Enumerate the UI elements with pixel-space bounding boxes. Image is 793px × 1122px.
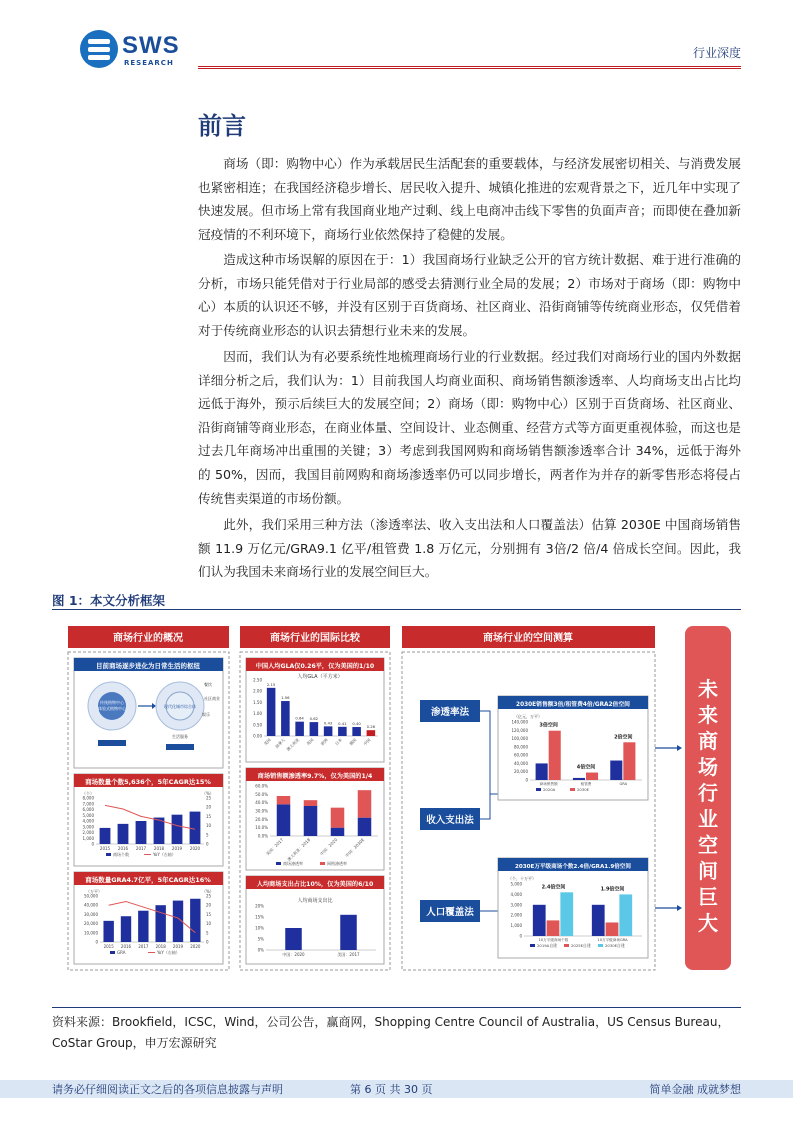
data-label: 0.43 bbox=[323, 720, 333, 726]
figure-top-rule bbox=[52, 609, 741, 610]
legend-swatch bbox=[106, 853, 111, 856]
y2-tick-label: 20 bbox=[206, 902, 212, 908]
diagram-label-1: 传统购物中心 bbox=[100, 700, 124, 705]
y-tick-label: 50,000 bbox=[84, 893, 98, 899]
source-note: 资料来源：Brookfield，ICSC，Wind，公司公告，赢商网，Shopping Centre Council of Australia，US Census Bureau，CoStar Group，申万宏源研究 bbox=[52, 1015, 730, 1050]
legend-swatch bbox=[320, 862, 325, 865]
data-label: 0.64 bbox=[295, 715, 304, 721]
conclusion-char: 商 bbox=[698, 729, 718, 753]
y-tick-label: 0.0% bbox=[257, 833, 268, 839]
bar bbox=[155, 905, 165, 942]
logo-text: SWS bbox=[122, 32, 180, 59]
connector-1 bbox=[480, 711, 498, 794]
bar bbox=[533, 905, 546, 936]
y-tick-label: 60.0% bbox=[255, 783, 268, 789]
y-tick-label: 5% bbox=[257, 936, 264, 942]
panel8-title: 2030E万平级商场个数2.4倍/GRA1.9倍空间 bbox=[514, 864, 632, 870]
panel6-frame bbox=[246, 876, 384, 964]
bar-segment bbox=[304, 806, 318, 836]
bar bbox=[310, 722, 319, 736]
chart-subtitle: 人均GLA（平方米） bbox=[297, 674, 343, 680]
paragraph-1: 商场（即：购物中心）作为承载居民生活配套的重要载体，与经济发展密切相关、与消费发展也紧密相连；在我国经济稳步增长、居民收入提升、城镇化推进的宏观背景之下，近几年中实现了快速发展。但市场上常有我国商业地产过剩、线上电商冲击线下零售的负面声音；而即使在叠加新冠疫情的不利环境下，商场行业依然保持了稳健的发展。 bbox=[198, 156, 741, 242]
y-tick-label: 120,000 bbox=[511, 727, 528, 733]
footer-disclaimer: 请务必仔细阅读正文之后的各项信息披露与声明 bbox=[52, 1083, 283, 1096]
y2-tick-label: 0 bbox=[206, 841, 209, 847]
x-tick-label: 10万平级商场GRA bbox=[597, 938, 628, 942]
data-label: 0.26 bbox=[366, 724, 376, 730]
panel4-title: 中国人均GLA仅0.26平，仅为美国的1/10 bbox=[255, 663, 375, 670]
diagram-label-4: 餐饮 bbox=[204, 682, 212, 687]
col1-header: 商场行业的概况 bbox=[113, 633, 183, 644]
y-axis-unit: （万平） bbox=[86, 889, 102, 894]
bar-segment bbox=[277, 796, 291, 804]
data-label: 0.41 bbox=[338, 720, 347, 726]
legend-swatch bbox=[276, 862, 281, 865]
bar bbox=[549, 731, 561, 780]
chart-subtitle: 人均商场支出比 bbox=[297, 898, 333, 904]
x-tick-label: 英国 bbox=[305, 737, 315, 747]
legend-swatch bbox=[598, 944, 603, 947]
conclusion-char: 大 bbox=[698, 911, 718, 935]
diagram-label-5: 社区商业 bbox=[204, 696, 220, 701]
diagram-label-6: 娱乐 bbox=[202, 712, 210, 717]
bar bbox=[136, 821, 147, 844]
y2-tick-label: 5 bbox=[206, 832, 209, 838]
y2-tick-label: 25 bbox=[206, 893, 212, 899]
x-tick-label: 2015 bbox=[103, 944, 114, 949]
bar bbox=[619, 894, 632, 936]
x-tick-label: 2015 bbox=[99, 846, 111, 851]
diagram-label-7: 生活服务 bbox=[172, 734, 188, 739]
bar bbox=[623, 742, 635, 780]
paragraph-2: 造成这种市场误解的原因在于：1）我国商场行业缺乏公开的官方统计数据、难于进行准确的分析，市场只能凭借对于行业局部的感受去猜测行业全局的发展；2）市场对于商场（即：购物中心）本质的认识还不够，并没有区别于百货商场、社区商业、沿街商铺等传统商业形态，仅凭借着对于传统商业形态的认识去猜想行业未来的发展。 bbox=[198, 252, 741, 338]
sws-logo-icon bbox=[80, 30, 118, 68]
paragraph-4: 此外，我们采用三种方法（渗透率法、收入支出法和人口覆盖法）估算 2030E 中国商场销售额 11.9 万亿元/GRA9.1 亿平/租管费 1.8 万亿元，分别拥有 3倍/2 倍/4 倍成长空间。因此，我们认为我国未来商场行业的发展空间巨大。 bbox=[198, 517, 741, 580]
col2-header: 商场行业的国际比较 bbox=[270, 633, 360, 644]
y-tick-label: 10% bbox=[255, 925, 264, 931]
y-tick-label: 10,000 bbox=[84, 930, 98, 936]
y-tick-label: 2,000 bbox=[82, 830, 94, 835]
y-tick-label: 20,000 bbox=[84, 921, 98, 927]
x-tick-label: 美国：2017 bbox=[337, 952, 360, 957]
legend-label: 2030E自建 bbox=[605, 943, 625, 948]
panel7-title: 2030E销售额3倍/租管费4倍/GRA2倍空间 bbox=[516, 702, 630, 708]
y-tick-label: 20% bbox=[255, 903, 264, 909]
x-tick-label: 日本 bbox=[333, 737, 344, 747]
growth-annotation: 1.9倍空间 bbox=[600, 886, 625, 893]
bar bbox=[338, 727, 347, 736]
bar bbox=[606, 922, 619, 936]
growth-annotation: 3倍空间 bbox=[539, 722, 558, 729]
legend-swatch bbox=[536, 788, 541, 791]
bar-segment bbox=[277, 804, 291, 836]
connector-2 bbox=[480, 744, 490, 819]
y-tick-label: 8,000 bbox=[82, 795, 94, 801]
y-tick-label: 60,000 bbox=[514, 752, 528, 758]
method2-label: 收入支出法 bbox=[426, 815, 474, 826]
legend-label: 2020A bbox=[543, 787, 556, 792]
bar bbox=[547, 920, 560, 936]
y2-tick-label: 5 bbox=[206, 930, 209, 936]
bar bbox=[340, 915, 357, 950]
legend-label: 2030E bbox=[577, 787, 590, 792]
bar bbox=[121, 916, 131, 942]
bar bbox=[324, 726, 333, 736]
y-tick-label: 40,000 bbox=[84, 902, 98, 908]
y-axis-unit: （亿元，万平） bbox=[514, 714, 542, 719]
x-tick-label: 中国：2020 bbox=[282, 952, 305, 957]
x-tick-label: 2017 bbox=[138, 944, 149, 949]
bar-segment bbox=[304, 800, 318, 806]
x-tick-label: 2020 bbox=[190, 944, 201, 949]
bar bbox=[367, 730, 376, 736]
y-tick-label: 20,000 bbox=[514, 769, 528, 775]
page-header bbox=[0, 0, 793, 80]
y-tick-label: 3,000 bbox=[82, 824, 94, 830]
arrowhead-2 bbox=[677, 905, 682, 911]
y-axis-unit: （个，十万平） bbox=[508, 876, 536, 881]
x-tick-label: 美国：2017 bbox=[264, 837, 285, 857]
legend-swatch bbox=[570, 788, 575, 791]
bar bbox=[190, 812, 201, 844]
legend-label: GRA bbox=[117, 950, 126, 955]
legend-label: 商场渗透率 bbox=[283, 861, 303, 866]
data-label: 1.56 bbox=[281, 695, 290, 701]
y-tick-label: 40,000 bbox=[514, 760, 528, 766]
legend-swatch bbox=[110, 951, 115, 954]
bar bbox=[560, 892, 573, 936]
y-tick-label: 1,000 bbox=[82, 835, 94, 841]
y-tick-label: 30,000 bbox=[84, 911, 98, 917]
growth-annotation: 4倍空间 bbox=[576, 764, 596, 771]
y-tick-label: 10.0% bbox=[255, 825, 268, 831]
y2-axis-unit: （%） bbox=[202, 791, 214, 796]
y-tick-label: 20.0% bbox=[255, 816, 268, 822]
col3-header: 商场行业的空间测算 bbox=[483, 633, 573, 644]
data-label: 0.62 bbox=[309, 716, 319, 722]
conclusion-char: 来 bbox=[698, 703, 718, 727]
x-tick-label: 澳大利亚：2018 bbox=[286, 837, 312, 863]
paragraph-3: 因而，我们认为有必要系统性地梳理商场行业的行业数据。经过我们对商场行业的国内外数据详细分析之后，我们认为：1）目前我国人均商业面积、商场销售额渗透率、人均商场支出占比均远低于海外，预示后续巨大的发展空间；2）商场（即：购物中心）区别于百货商场、社区商业、沿街商铺等商业形态，在商业体量、空间设计、业态侧重、经营方式等方面更重视体验，而这也是过去几年商场冲出重围的关键；3）考虑到我国网购和商场销售额渗透率合计 34%，远低于海外的 50%，因而，我国目前网购和商场渗透率仍可以同步增长，两者作为并存的新零售形态将侵占传统售卖渠道的市场份额。 bbox=[198, 349, 741, 506]
y-tick-label: 4,000 bbox=[510, 891, 522, 897]
x-tick-label: GRA bbox=[619, 782, 628, 786]
y2-tick-label: 10 bbox=[206, 823, 212, 829]
y-tick-label: 80,000 bbox=[514, 744, 528, 750]
section-title: 前言 bbox=[198, 112, 246, 140]
diagram-tag-left bbox=[98, 740, 126, 746]
y-tick-label: 6,000 bbox=[82, 807, 94, 812]
y-tick-label: 0 bbox=[525, 777, 528, 783]
analysis-framework-figure bbox=[52, 614, 741, 1006]
y-tick-label: 2,000 bbox=[510, 912, 522, 918]
y-tick-label: 5,000 bbox=[82, 812, 94, 818]
bar-segment bbox=[358, 818, 372, 836]
y-tick-label: 0 bbox=[95, 939, 98, 945]
conclusion-char: 行 bbox=[698, 781, 718, 805]
y-tick-label: 0.00 bbox=[253, 733, 262, 739]
x-tick-label: 中国 bbox=[362, 737, 372, 747]
conclusion-char: 未 bbox=[698, 677, 718, 701]
bar bbox=[586, 773, 598, 780]
bar bbox=[138, 911, 148, 942]
legend-label: 2025E自建 bbox=[571, 943, 591, 948]
y-tick-label: 1.50 bbox=[253, 699, 262, 705]
y-tick-label: 140,000 bbox=[511, 719, 528, 725]
x-tick-label: 澳大利亚 bbox=[285, 737, 301, 753]
y-tick-label: 50.0% bbox=[255, 791, 268, 797]
x-tick-label: 2016 bbox=[117, 846, 129, 851]
panel2-frame bbox=[74, 774, 223, 866]
y-tick-label: 3,000 bbox=[510, 902, 522, 908]
x-tick-label: 2020 bbox=[189, 846, 201, 851]
bar bbox=[118, 824, 129, 844]
y2-tick-label: 15 bbox=[206, 813, 212, 819]
x-tick-label: 加拿大 bbox=[274, 737, 287, 750]
y-tick-label: 100,000 bbox=[511, 736, 528, 742]
diagram-label-3: 现代化城市综合体 bbox=[164, 704, 196, 709]
x-tick-label: 欧洲 bbox=[319, 737, 329, 747]
y-axis-unit: （个） bbox=[82, 791, 94, 796]
conclusion-char: 业 bbox=[698, 807, 718, 831]
bar bbox=[295, 722, 304, 736]
y-tick-label: 0 bbox=[91, 841, 94, 847]
y-tick-label: 1.00 bbox=[253, 711, 262, 717]
x-tick-label: 2016 bbox=[120, 944, 132, 949]
y-tick-label: 5,000 bbox=[510, 881, 522, 887]
conclusion-char: 空 bbox=[698, 833, 718, 857]
legend-label: 网购渗透率 bbox=[327, 861, 347, 866]
x-tick-label: 2019 bbox=[172, 944, 184, 949]
y-tick-label: 0.50 bbox=[253, 722, 262, 728]
x-tick-label: 商场销售额 bbox=[539, 782, 558, 786]
y2-tick-label: 10 bbox=[206, 921, 212, 927]
data-label: 0.40 bbox=[352, 721, 361, 727]
conclusion-char: 巨 bbox=[698, 885, 718, 909]
y2-tick-label: 0 bbox=[206, 939, 209, 945]
bar bbox=[573, 778, 585, 780]
figure-title: 图 1：本文分析框架 bbox=[52, 593, 166, 608]
bar bbox=[190, 899, 200, 942]
header-rule bbox=[198, 66, 741, 69]
x-tick-label: 2017 bbox=[135, 846, 147, 851]
method1-label: 渗透率法 bbox=[430, 707, 470, 718]
legend-label: 商场个数 bbox=[113, 852, 129, 857]
y-tick-label: 1,000 bbox=[510, 923, 522, 929]
method3-label: 人口覆盖法 bbox=[426, 907, 474, 918]
x-tick-label: 2018 bbox=[155, 944, 166, 949]
bar-segment bbox=[331, 828, 345, 836]
bar bbox=[267, 688, 276, 736]
legend-label: YoY（右轴） bbox=[157, 950, 180, 955]
arrowhead-1 bbox=[677, 745, 682, 751]
conclusion-char: 间 bbox=[698, 859, 718, 883]
growth-annotation: 2倍空间 bbox=[614, 734, 633, 741]
bar bbox=[352, 727, 361, 736]
y-tick-label: 2.50 bbox=[253, 677, 262, 683]
x-tick-label: 美国 bbox=[262, 737, 272, 747]
report-category: 行业深度 bbox=[692, 46, 741, 60]
framework-svg bbox=[52, 614, 741, 1006]
x-tick-label: 中国：2020 bbox=[318, 837, 339, 857]
footer-slogan: 简单金融 成就梦想 bbox=[649, 1083, 741, 1096]
y-tick-label: 0% bbox=[257, 947, 264, 953]
panel5-title: 商场销售额渗透率9.7%，仅为美国的1/4 bbox=[257, 773, 373, 780]
y-tick-label: 30.0% bbox=[255, 808, 268, 814]
x-tick-label: 2018 bbox=[153, 846, 165, 851]
bar-segment bbox=[331, 808, 345, 828]
logo-subtext: RESEARCH bbox=[124, 59, 174, 67]
y-tick-label: 2.00 bbox=[253, 688, 262, 694]
y-tick-label: 4,000 bbox=[82, 818, 94, 824]
y-tick-label: 7,000 bbox=[82, 801, 94, 807]
bar-segment bbox=[358, 790, 372, 818]
page-footer bbox=[0, 1080, 793, 1098]
y-tick-label: 15% bbox=[255, 914, 264, 920]
bar bbox=[281, 701, 290, 736]
y-tick-label: 40.0% bbox=[255, 800, 268, 806]
y2-tick-label: 20 bbox=[206, 804, 212, 810]
x-tick-label: 2019 bbox=[171, 846, 183, 851]
x-tick-label: 德国 bbox=[348, 737, 358, 747]
y2-tick-label: 25 bbox=[206, 795, 212, 801]
legend-label: YoY（右轴） bbox=[153, 852, 176, 857]
bar bbox=[592, 905, 605, 936]
bar bbox=[285, 928, 302, 950]
legend-swatch bbox=[530, 944, 535, 947]
panel2-title: 商场数量个数5,636个，5年CAGR达15% bbox=[85, 778, 211, 786]
data-label: 2.15 bbox=[266, 681, 276, 687]
sws-logo bbox=[80, 30, 190, 72]
y2-tick-label: 15 bbox=[206, 911, 212, 917]
legend-label: 2019A自建 bbox=[537, 943, 557, 948]
legend-swatch bbox=[564, 944, 569, 947]
growth-annotation: 2.4倍空间 bbox=[541, 884, 566, 891]
panel6-title: 人均商场支出占比10%，仅为美国的6/10 bbox=[256, 881, 374, 888]
panel3-title: 商场数量GRA4.7亿平，5年CAGR达16% bbox=[85, 876, 211, 884]
footer-page-number: 第 6 页 共 30 页 bbox=[350, 1083, 433, 1096]
x-tick-label: 10万平级商场个数 bbox=[538, 938, 569, 942]
x-tick-label: 租管费 bbox=[580, 782, 592, 786]
conclusion-char: 场 bbox=[698, 755, 718, 779]
bar bbox=[610, 761, 622, 780]
panel1-title: 目前商场逐步进化为日常生活的枢纽 bbox=[96, 662, 200, 670]
diagram-label-2: 体验式购物中心 bbox=[98, 706, 126, 711]
bar bbox=[103, 921, 113, 942]
diagram-tag-right bbox=[166, 744, 194, 750]
x-tick-label: 中国：2030E bbox=[344, 837, 366, 859]
y-tick-label: 0 bbox=[519, 933, 522, 939]
bar bbox=[536, 763, 548, 780]
bar bbox=[172, 815, 183, 844]
bar bbox=[100, 828, 111, 844]
y2-axis-unit: （%） bbox=[202, 889, 214, 894]
figure-bottom-rule bbox=[52, 1007, 741, 1008]
